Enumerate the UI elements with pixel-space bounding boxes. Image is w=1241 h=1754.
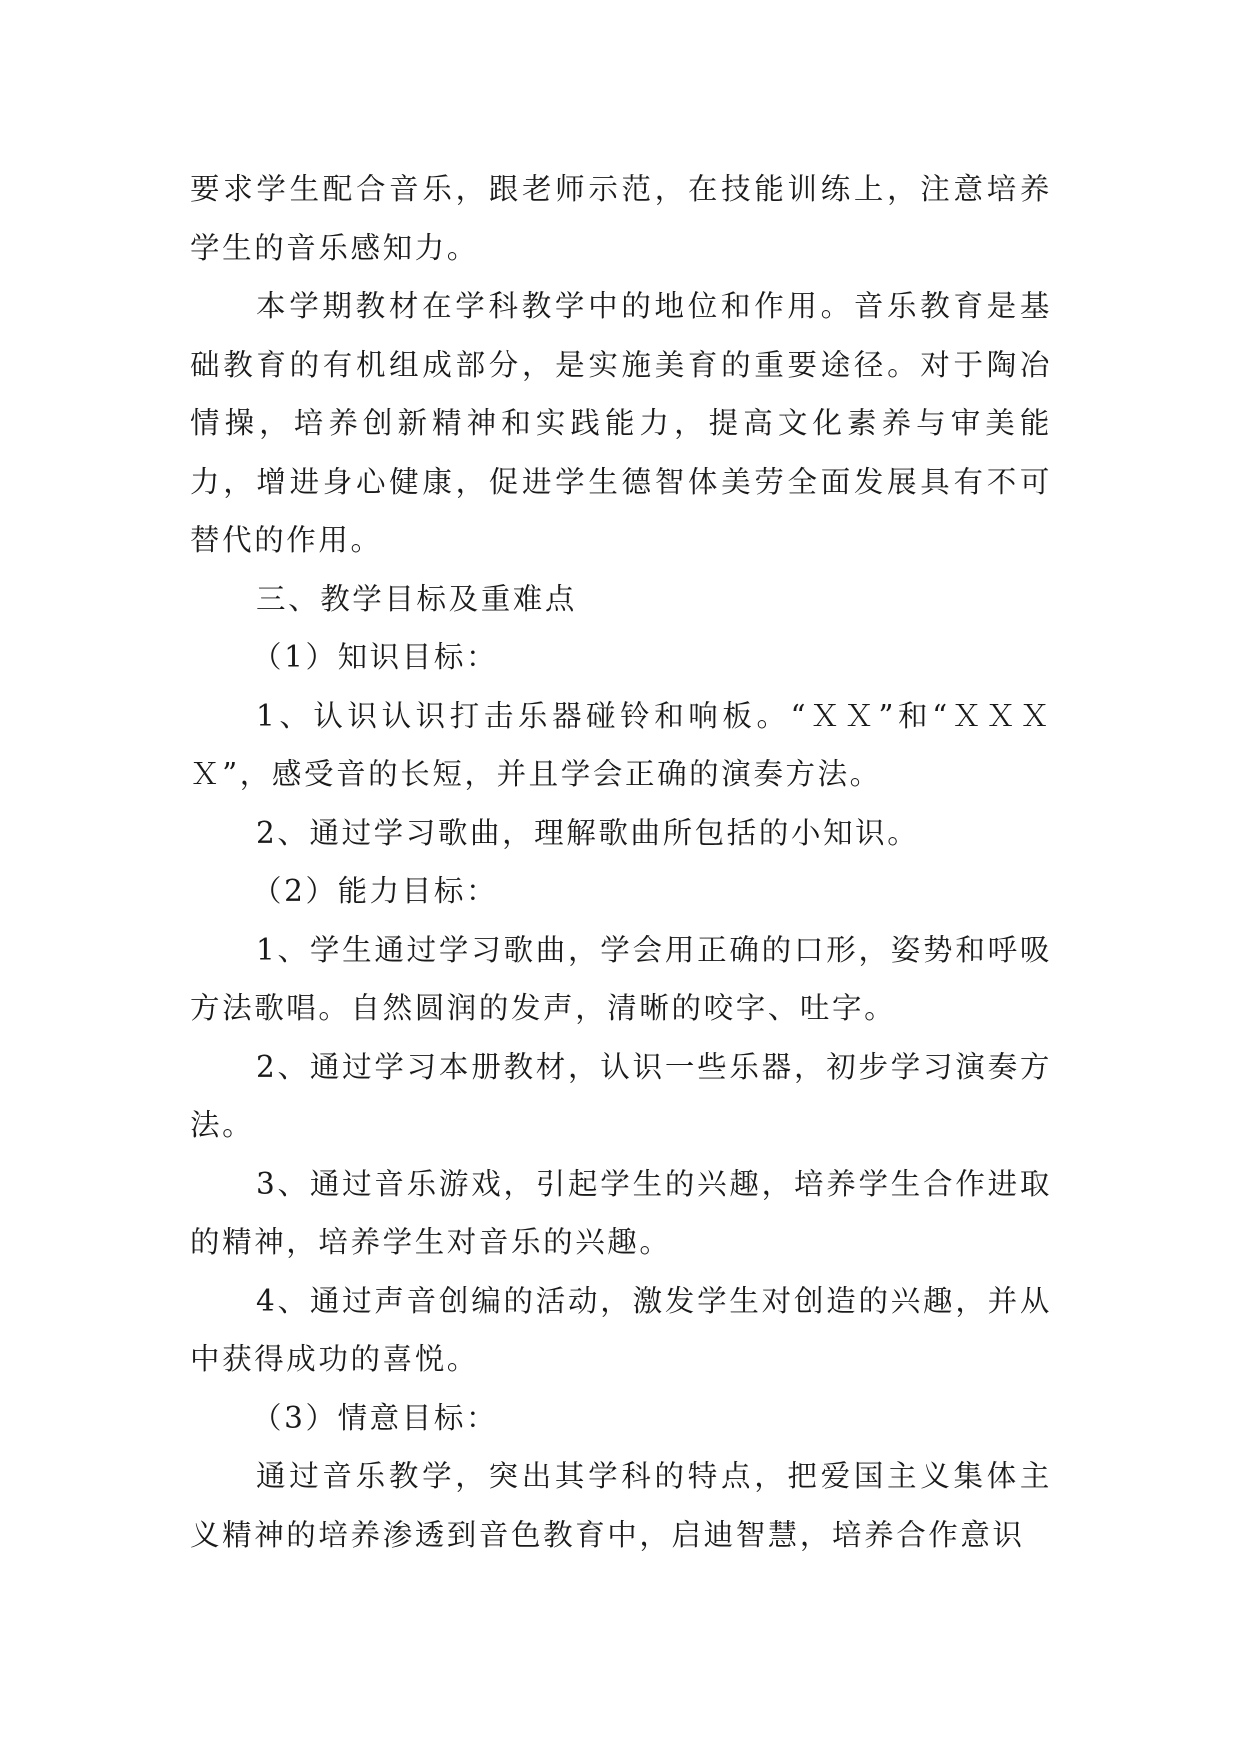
subheading-affective-goals: （3）情意目标：: [252, 1400, 499, 1435]
paragraph-ability-1: 1、学生通过学习歌曲，学会用正确的口形，姿势和呼吸方法歌唱。自然圆润的发声，清晰的咬字、吐字。: [190, 932, 1052, 1025]
paragraph-ability-4: 4、通过声音创编的活动，激发学生对创造的兴趣，并从中获得成功的喜悦。: [190, 1283, 1052, 1376]
paragraph-1: 要求学生配合音乐，跟老师示范，在技能训练上，注意培养学生的音乐感知力。: [190, 172, 1052, 265]
subheading-ability-goals: （2）能力目标：: [252, 874, 499, 908]
paragraph-ability-2: 2、通过学习本册教材，认识一些乐器，初步学习演奏方法。: [190, 1049, 1052, 1142]
document-body: [190, 160, 1052, 1564]
paragraph-2: 本学期教材在学科教学中的地位和作用。音乐教育是基础教育的有机组成部分，是实施美育的重要途径。对于陶冶情操，培养创新精神和实践能力，提高文化素养与审美能力，增进身心健康，促进学生德智体美劳全面发展具有不可替代的作用。: [190, 289, 1052, 557]
subheading-knowledge-goals: （1）知识目标：: [252, 640, 499, 674]
paragraph-affective-1: 通过音乐教学，突出其学科的特点，把爱国主义集体主义精神的培养渗透到音色教育中，启迪智慧，培养合作意识: [190, 1459, 1052, 1552]
paragraph-knowledge-2: 2、通过学习歌曲，理解歌曲所包括的小知识。: [256, 815, 920, 850]
section-heading: 三、教学目标及重难点: [256, 581, 578, 616]
paragraph-ability-3: 3、通过音乐游戏，引起学生的兴趣，培养学生合作进取的精神，培养学生对音乐的兴趣。: [190, 1166, 1052, 1259]
paragraph-knowledge-1: 1、认识认识打击乐器碰铃和响板。“ＸＸ”和“ＸＸＸＸ”，感受音的长短，并且学会正确的演奏方法。: [190, 698, 1052, 791]
